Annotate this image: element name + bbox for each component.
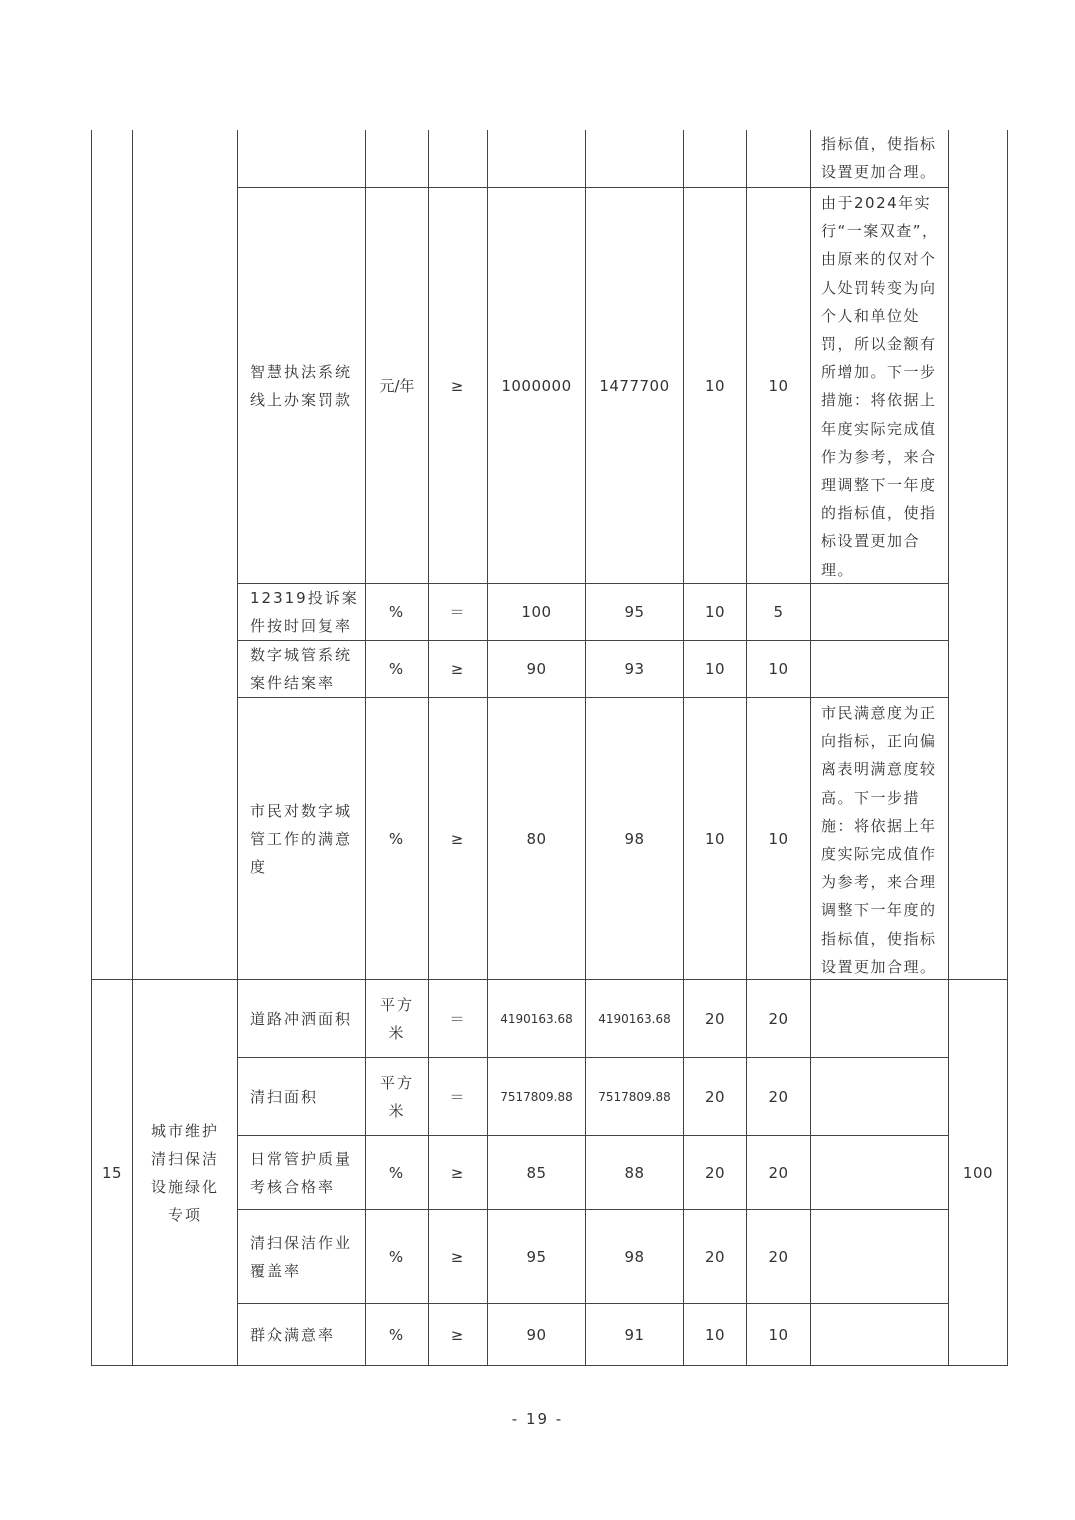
indicator-cell: 智慧执法系统线上办案罚款 <box>250 362 353 409</box>
target-cell: 90 <box>526 660 547 678</box>
operator-cell: ≥ <box>450 660 466 678</box>
actual-cell: 91 <box>624 1325 645 1344</box>
actual-cell: 98 <box>624 1247 645 1266</box>
unit-cell: % <box>388 1325 406 1344</box>
weight-cell: 10 <box>704 660 726 678</box>
score-cell: 10 <box>768 376 789 395</box>
weight-cell: 20 <box>704 1247 726 1266</box>
weight-cell: 20 <box>704 1087 726 1106</box>
score-cell: 5 <box>773 603 784 621</box>
note-cell: 指标值，使指标设置更加合理。 <box>821 135 937 182</box>
target-cell: 7517809.88 <box>500 1089 573 1104</box>
operator-cell: ≥ <box>450 1247 466 1266</box>
target-cell: 80 <box>526 829 547 848</box>
target-cell: 95 <box>526 1247 547 1266</box>
unit-cell: % <box>388 603 406 621</box>
weight-cell: 10 <box>704 1325 726 1344</box>
operator-cell: ≥ <box>450 1163 466 1182</box>
actual-cell: 7517809.88 <box>598 1089 671 1104</box>
project-total-score: 100 <box>962 1163 994 1182</box>
indicator-cell: 日常管护质量考核合格率 <box>250 1149 353 1196</box>
note-cell: 由于2024年实行“一案双查”，由原来的仅对个人处罚转变为向个人和单位处罚，所以金额有所增加。下一步措施：将依据上年度实际完成值作为参考，来合理调整下一年度的指标值，使指标设置更加合理。 <box>821 194 939 579</box>
operator-cell: ＝ <box>449 1009 467 1028</box>
indicator-cell: 市民对数字城管工作的满意度 <box>250 801 353 876</box>
weight-cell: 10 <box>704 829 726 848</box>
indicator-cell: 数字城管系统案件结案率 <box>250 646 353 692</box>
note-cell <box>811 641 948 697</box>
score-cell: 20 <box>768 1247 789 1266</box>
unit-cell: 平方米 <box>380 1073 415 1120</box>
unit-cell: % <box>388 829 406 848</box>
actual-cell: 88 <box>624 1163 645 1182</box>
unit-cell: % <box>388 1247 406 1266</box>
target-cell: 100 <box>521 603 552 621</box>
indicator-cell: 12319投诉案件按时回复率 <box>250 589 359 635</box>
project-index: 15 <box>101 1163 123 1182</box>
actual-cell: 93 <box>624 660 645 678</box>
unit-cell: % <box>388 660 406 678</box>
unit-cell: % <box>388 1163 406 1182</box>
weight-cell: 20 <box>704 1163 726 1182</box>
weight-cell: 10 <box>704 376 726 395</box>
operator-cell: ＝ <box>449 1087 467 1106</box>
score-cell: 20 <box>768 1009 789 1028</box>
indicator-cell: 群众满意率 <box>250 1325 336 1344</box>
note-cell: 市民满意度为正向指标，正向偏离表明满意度较高。下一步措施：将依据上年度实际完成值作为参考，来合理调整下一年度的指标值，使指标设置更加合理。 <box>821 704 937 976</box>
score-cell: 20 <box>768 1087 789 1106</box>
actual-cell: 95 <box>624 603 645 621</box>
score-cell: 10 <box>768 1325 789 1344</box>
score-cell: 10 <box>768 660 789 678</box>
score-cell: 20 <box>768 1163 789 1182</box>
operator-cell: ≥ <box>450 1325 466 1344</box>
actual-cell: 1477700 <box>599 376 670 395</box>
score-cell: 10 <box>768 829 789 848</box>
target-cell: 90 <box>526 1325 547 1344</box>
unit-cell: 元/年 <box>379 376 415 395</box>
operator-cell: ≥ <box>450 829 466 848</box>
table-border-bottom <box>91 1365 1008 1366</box>
page-number: - 19 - <box>511 1410 564 1428</box>
indicator-cell: 道路冲洒面积 <box>250 1009 353 1028</box>
operator-cell: ＝ <box>449 603 467 621</box>
target-cell: 4190163.68 <box>500 1011 573 1026</box>
table-border-right <box>1007 130 1008 1366</box>
operator-cell: ≥ <box>450 376 466 395</box>
target-cell: 1000000 <box>501 376 572 395</box>
project-name: 城市维护清扫保洁设施绿化专项 <box>150 1121 219 1224</box>
actual-cell: 4190163.68 <box>598 1011 671 1026</box>
note-cell <box>811 584 948 640</box>
weight-cell: 20 <box>704 1009 726 1028</box>
target-cell: 85 <box>526 1163 547 1182</box>
indicator-cell: 清扫面积 <box>250 1087 319 1106</box>
indicator-cell: 清扫保洁作业覆盖率 <box>250 1233 353 1280</box>
weight-cell: 10 <box>704 603 726 621</box>
unit-cell: 平方米 <box>380 995 415 1042</box>
actual-cell: 98 <box>624 829 645 848</box>
